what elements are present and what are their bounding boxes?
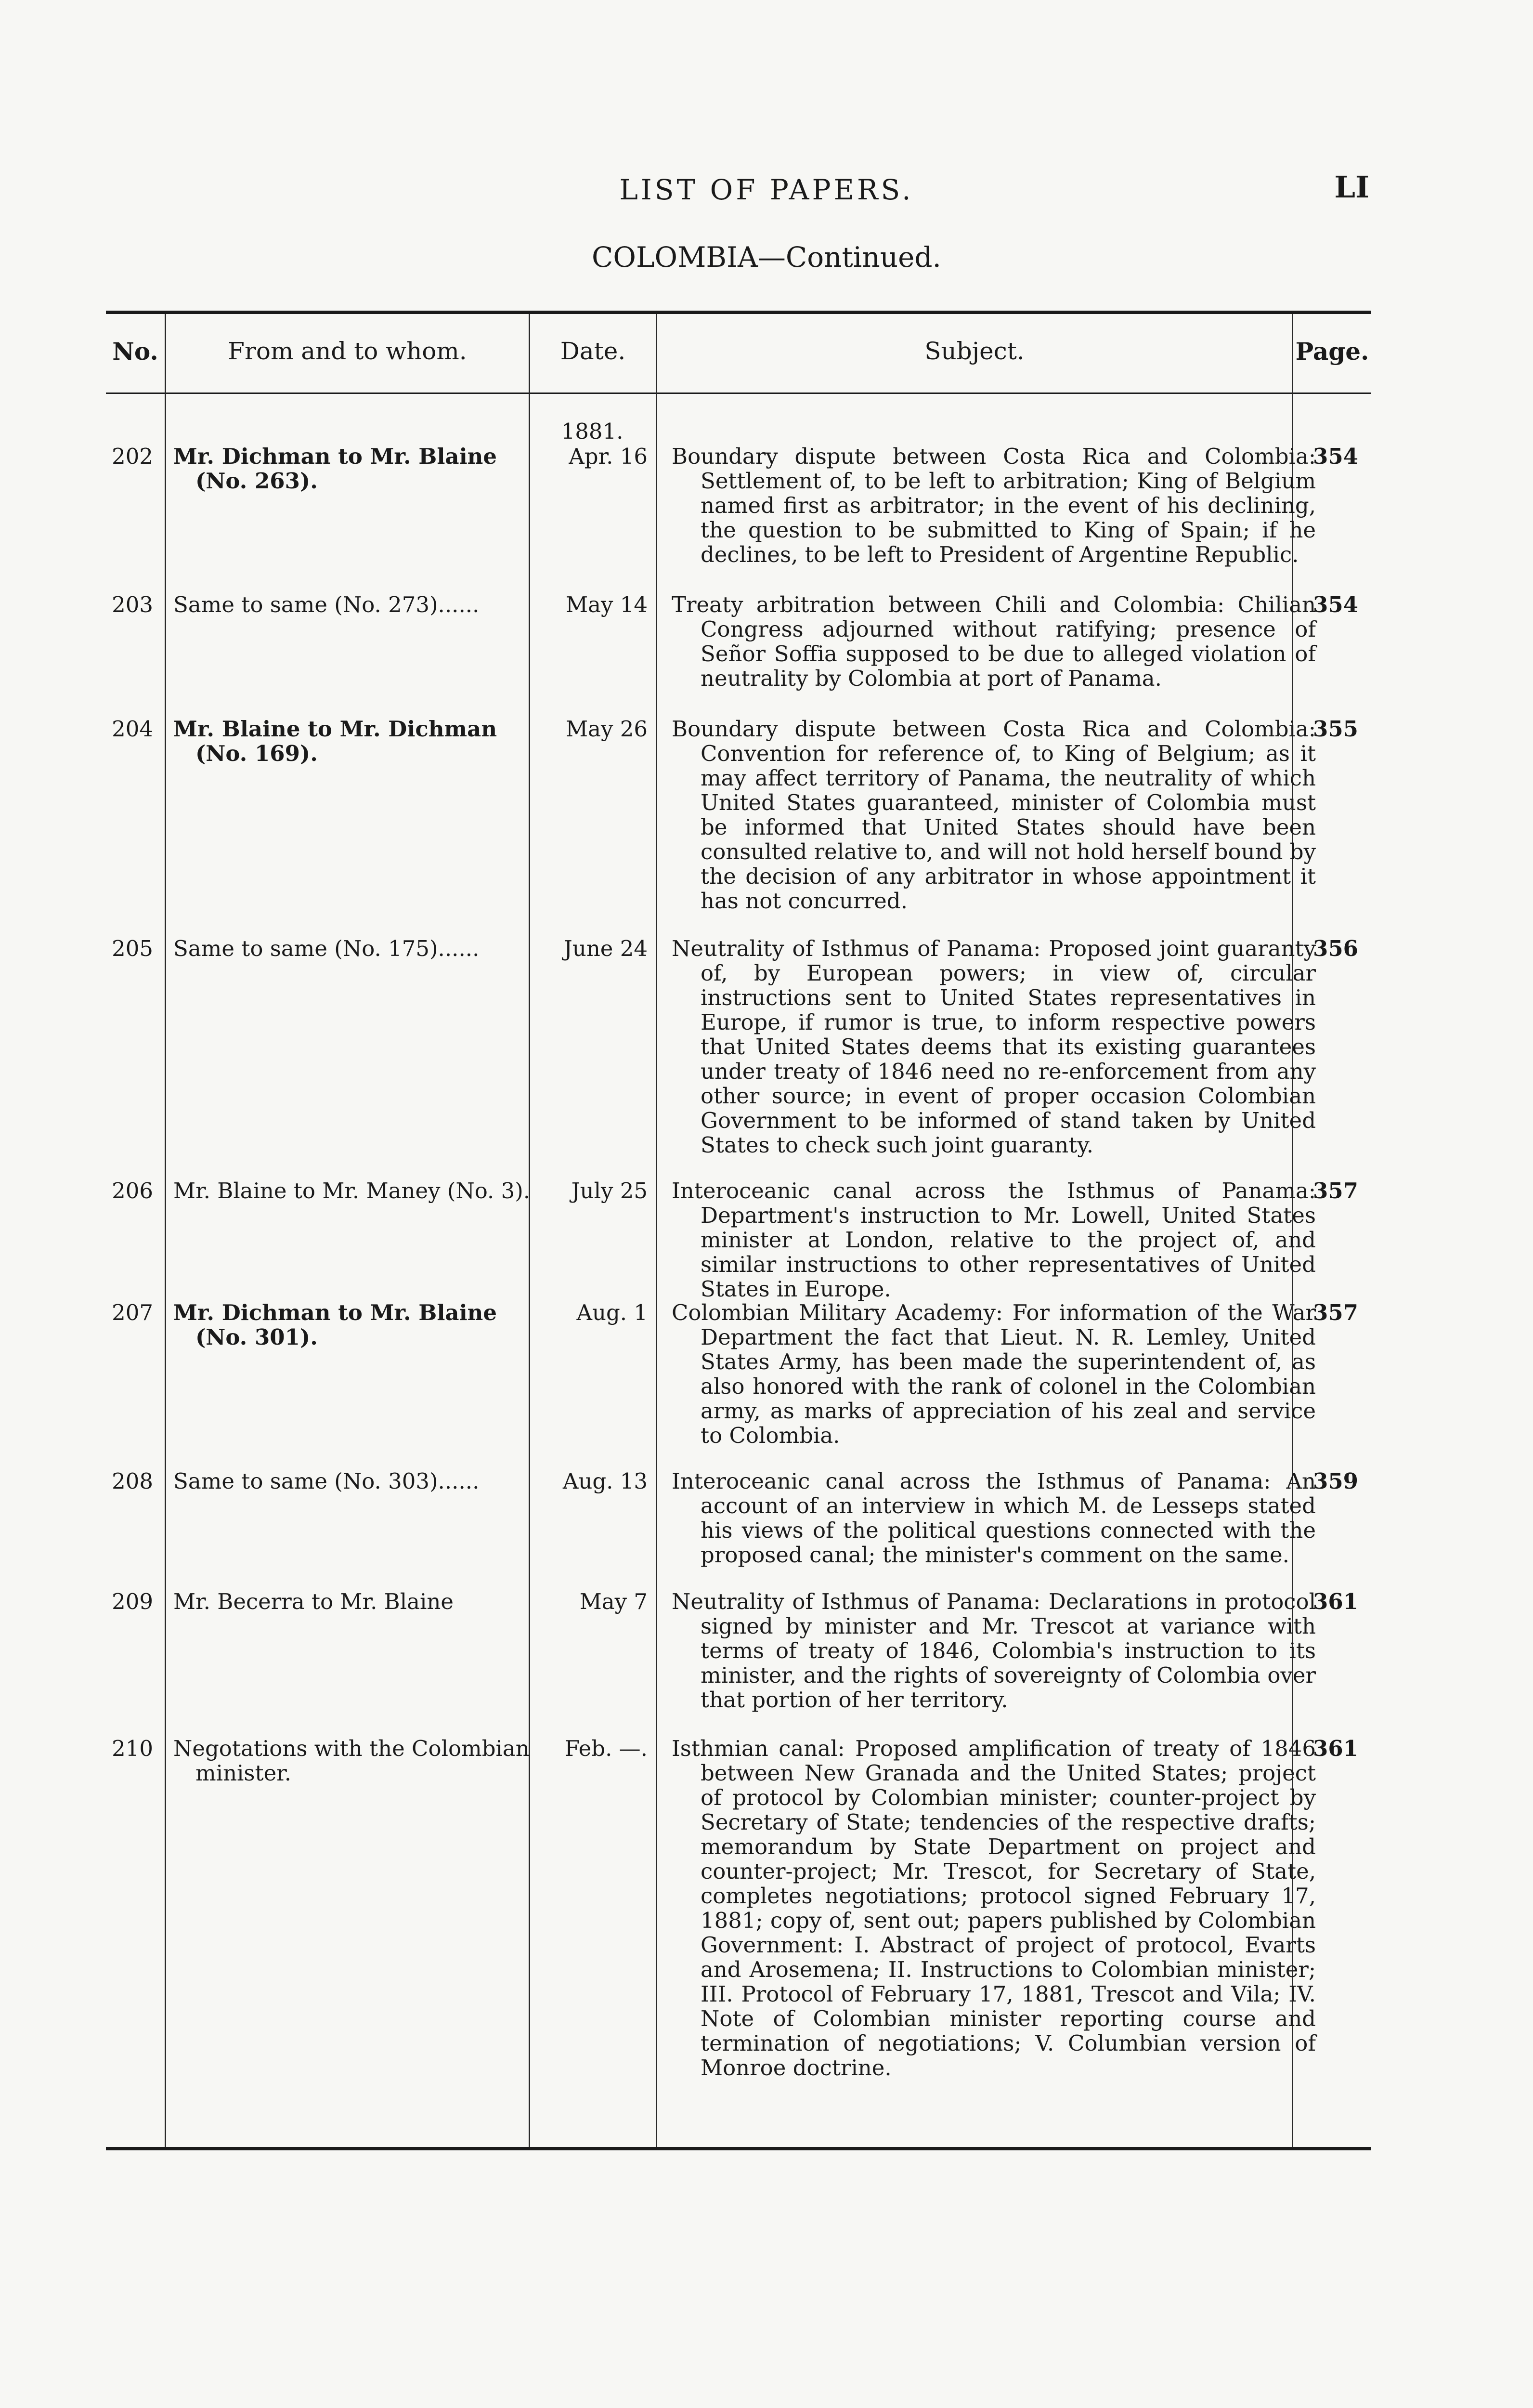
column-divider bbox=[165, 314, 166, 2147]
section-title: COLOMBIA—Continued. bbox=[592, 241, 941, 274]
column-header-page: Page. bbox=[1295, 337, 1369, 366]
table-top-rule bbox=[106, 311, 1371, 314]
row-subject: Interoceanic canal across the Isthmus of Panama: An account of an interview in which M. de Lesseps stated his views of the political questions connected with the proposed canal; the minister's comment on the same. bbox=[672, 1468, 1316, 1568]
row-date: May 26 bbox=[566, 716, 648, 742]
row-subject: Treaty arbitration between Chili and Colombia: Chilian Congress adjourned without ratifying; presence of Señor Soffia supposed to be due to alleged violation of neutrality by Colombia at port of Panama. bbox=[672, 592, 1316, 691]
row-date: Feb. —. bbox=[564, 1736, 648, 1761]
row-date: Aug. 1 bbox=[576, 1300, 648, 1325]
row-page: 357 bbox=[1313, 1178, 1358, 1204]
row-page: 355 bbox=[1313, 716, 1358, 742]
row-number: 205 bbox=[112, 936, 153, 961]
row-from: Same to same (No. 273)...... bbox=[173, 592, 480, 617]
row-number: 206 bbox=[112, 1178, 153, 1204]
row-number: 202 bbox=[112, 444, 153, 469]
row-date: May 14 bbox=[566, 592, 648, 617]
year-label: 1881. bbox=[561, 419, 624, 444]
row-number: 208 bbox=[112, 1468, 153, 1494]
row-from: Negotations with the Colombian minister. bbox=[173, 1736, 530, 1786]
column-divider bbox=[529, 314, 530, 2147]
row-number: 204 bbox=[112, 716, 153, 742]
column-header-no: No. bbox=[112, 337, 158, 366]
row-from: Mr. Blaine to Mr. Maney (No. 3). bbox=[173, 1178, 531, 1204]
row-number: 207 bbox=[112, 1300, 153, 1325]
column-header-date: Date. bbox=[560, 337, 626, 365]
row-subject: Boundary dispute between Costa Rica and Colombia: Convention for reference of, to King of Belgium; as it may affect territory of Panama, the neutrality of which United States guaranteed, minister of Colombia must be informed that United States should have been consulted relative to, and will not hold herself bound by the decision of any arbitrator in whose appointment it has not concurred. bbox=[672, 716, 1316, 914]
row-from: Mr. Dichman to Mr. Blaine (No. 301). bbox=[173, 1300, 497, 1350]
row-from: Mr. Dichman to Mr. Blaine (No. 263). bbox=[173, 444, 497, 494]
table-header-rule bbox=[106, 393, 1371, 394]
row-subject: Boundary dispute between Costa Rica and Colombia: Settlement of, to be left to arbitration; King of Belgium named first as arbitrator; in the event of his declining, the question to be submitted to King of Spain; if he declines, to be left to President of Argentine Republic. bbox=[672, 444, 1316, 567]
row-number: 210 bbox=[112, 1736, 153, 1761]
row-date: May 7 bbox=[579, 1589, 648, 1614]
page-number: LI bbox=[1334, 170, 1369, 205]
column-divider bbox=[656, 314, 657, 2147]
row-page: 359 bbox=[1313, 1468, 1358, 1494]
row-subject: Colombian Military Academy: For information of the War Department the fact that Lieut. N. R. Lemley, United States Army, has been made the superintendent of, as also honored with the rank of colonel in the Colombian army, as marks of appreciation of his zeal and service to Colombia. bbox=[672, 1300, 1316, 1448]
row-number: 209 bbox=[112, 1589, 153, 1614]
row-page: 356 bbox=[1313, 936, 1358, 961]
row-from: Same to same (No. 175)...... bbox=[173, 936, 480, 961]
row-page: 354 bbox=[1313, 592, 1358, 617]
row-date: Apr. 16 bbox=[569, 444, 648, 469]
page-title: LIST OF PAPERS. bbox=[619, 173, 914, 206]
row-subject: Isthmian canal: Proposed amplification of treaty of 1846 between New Granada and the United States; project of protocol by Colombian minister; counter-project by Secretary of State; tendencies of the respective drafts; memorandum by State Department on project and counter-project; Mr. Trescot, for Secretary of State, completes negotiations; protocol signed February 17, 1881; copy of, sent out; papers published by Colombian Government: I. Abstract of project of protocol, Evarts and Arosemena; II. Instructions to Colombian minister; III. Protocol of February 17, 1881, Trescot and Vila; IV. Note of Colombian minister reporting course and termination of negotiations; V. Columbian version of Monroe doctrine. bbox=[672, 1736, 1316, 2081]
row-number: 203 bbox=[112, 592, 153, 617]
row-page: 357 bbox=[1313, 1300, 1358, 1325]
column-header-subject: Subject. bbox=[924, 337, 1025, 365]
row-date: June 24 bbox=[563, 936, 648, 961]
column-header-from: From and to whom. bbox=[228, 337, 467, 365]
row-date: July 25 bbox=[571, 1178, 648, 1204]
row-subject: Interoceanic canal across the Isthmus of Panama: Department's instruction to Mr. Lowell, United States minister at London, relative to the project of, and similar instructions to other representatives of United States in Europe. bbox=[672, 1178, 1316, 1302]
row-page: 361 bbox=[1313, 1736, 1358, 1761]
row-from: Same to same (No. 303)...... bbox=[173, 1468, 480, 1494]
row-page: 361 bbox=[1313, 1589, 1358, 1614]
row-subject: Neutrality of Isthmus of Panama: Proposed joint guaranty of, by European powers; in view of, circular instructions sent to United States representatives in Europe, if rumor is true, to inform respective powers that United States deems that its existing guarantees under treaty of 1846 need no re-enforcement from any other source; in event of proper occasion Colombian Government to be informed of stand taken by United States to check such joint guaranty. bbox=[672, 936, 1316, 1158]
row-from: Mr. Blaine to Mr. Dichman (No. 169). bbox=[173, 716, 497, 766]
table-bottom-rule bbox=[106, 2147, 1371, 2150]
row-date: Aug. 13 bbox=[562, 1468, 648, 1494]
row-page: 354 bbox=[1313, 444, 1358, 469]
row-subject: Neutrality of Isthmus of Panama: Declarations in protocol signed by minister and Mr. Trescot at variance with terms of treaty of 1846, Colombia's instruction to its minister, and the rights of sovereignty of Colombia over that portion of her territory. bbox=[672, 1589, 1316, 1713]
row-from: Mr. Becerra to Mr. Blaine bbox=[173, 1589, 454, 1614]
